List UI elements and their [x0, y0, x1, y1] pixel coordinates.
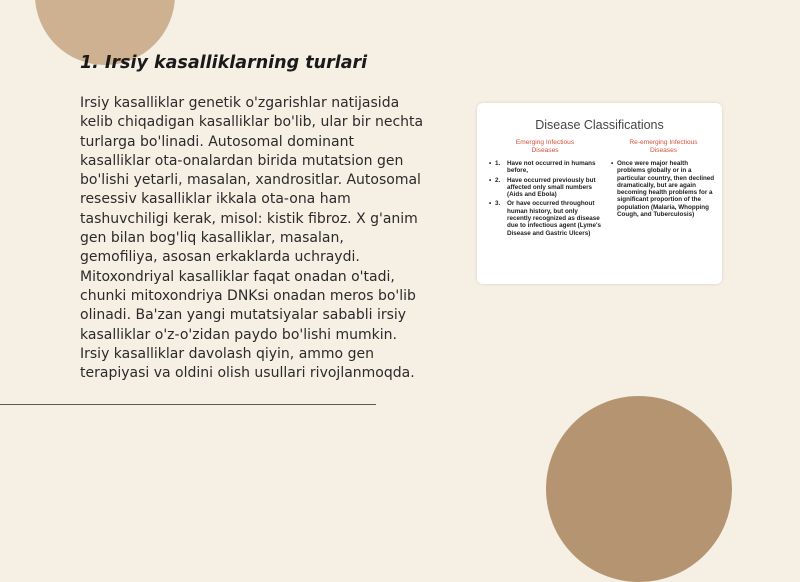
list-item — [489, 200, 601, 236]
emerging-diseases-heading — [489, 139, 601, 155]
item-number: 1. — [495, 160, 501, 167]
item-number: 2. — [495, 176, 501, 184]
heading-line: Diseases — [531, 147, 559, 154]
bullet: • — [489, 160, 492, 167]
slide-paragraph: Irsiy kasalliklar genetik o'zgarishlar natijasida kelib chiqadigan kasalliklar bo'lib, ular bir nechta turlarga bo'linadi. Autosomal dominant kasalliklar ota-onalardan birida mutatsion gen bo'lishi yetarli, masalan, xandrositlar. Autosomal resessiv kasalliklar ikkala ota-ona ham tashuvchiligi kerak, misol: kistik fibroz. X g'anim gen bilan bog'liq kasalliklar, masalan, gemofiliya, asosan erkaklarda uchraydi. Mitoxondriyal kasalliklar faqat onadan o'tadi, chunki mitoxondriya DNKsi onadan meros bo'lib olinadi. Ba'zan yangi mutatsiyalar sababli irsiy kasalliklar o'z-o'zidan paydo bo'lishi mumkin. Irsiy kasalliklar davolash qiyin, ammo gen terapiyasi va oldini olish usullari rivojlanmoqda. — [80, 95, 424, 382]
divider-line — [0, 404, 376, 405]
figure-title: Disease Classifications — [535, 118, 664, 132]
list-item — [611, 160, 716, 218]
bullet: • — [489, 176, 492, 184]
heading-line: Diseases — [649, 147, 678, 154]
decorative-circle-bottom — [546, 396, 732, 582]
item-text: Have not occurred in humans before, — [507, 160, 596, 175]
list-item — [489, 160, 601, 175]
reemerging-diseases-column — [611, 139, 716, 220]
list-item — [489, 177, 601, 199]
item-text: Have occurred previously but affected only small numbers (Aids and Ebola) — [507, 176, 596, 199]
item-number: 3. — [495, 200, 501, 208]
emerging-diseases-column — [489, 139, 601, 239]
heading-line: Emerging Infectious — [515, 139, 575, 146]
disease-classifications-figure — [477, 103, 722, 284]
item-text: Once were major health problems globally or in a particular country, then declined dramatically, but are again becoming health problems for a significant proportion of the population (Malaria, Whopping Cough, and Tuberculosis) — [617, 160, 715, 219]
item-text: Or have occurred throughout human history, but only recently recognized as disease due to infectious agent (Lyme's Disease and Gastric Ulcers) — [507, 200, 601, 237]
bullet: • — [611, 160, 614, 167]
bullet: • — [489, 200, 492, 208]
heading-line: Re-emerging Infectious — [629, 139, 698, 146]
reemerging-diseases-heading — [611, 139, 716, 155]
slide-title: 1. Irsiy kasalliklarning turlari — [80, 53, 368, 73]
